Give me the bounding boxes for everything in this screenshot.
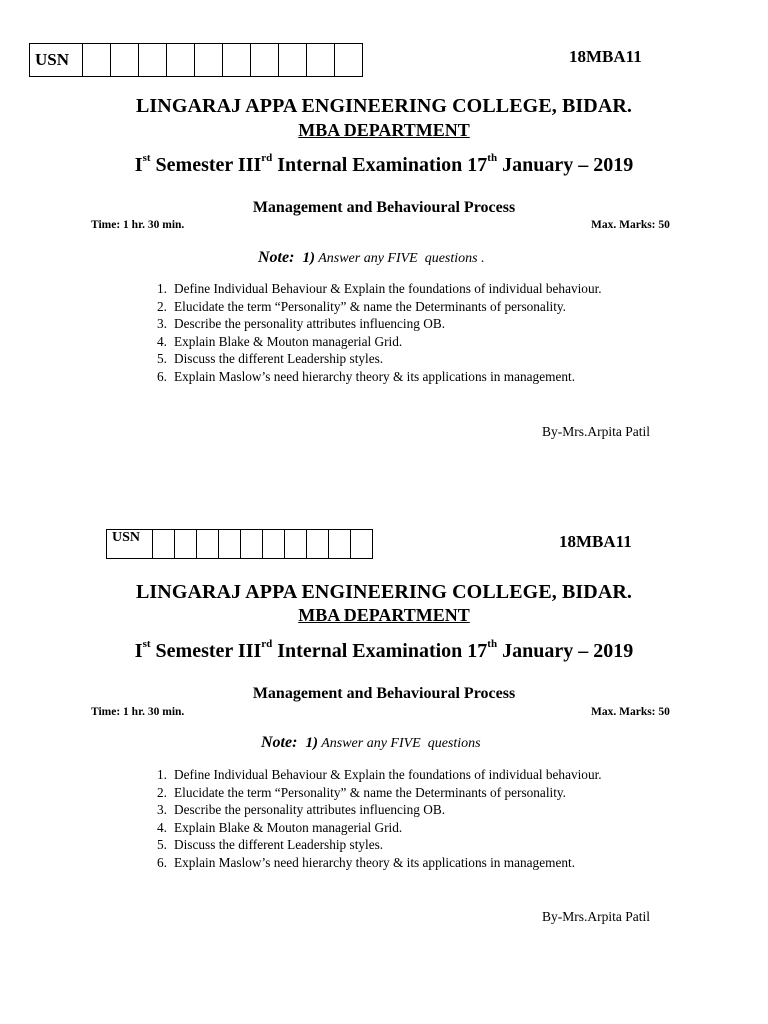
question-item: 4. Explain Blake & Mouton managerial Grid.	[157, 819, 403, 835]
question-list	[143, 280, 703, 386]
question-item: 6. Explain Maslow’s need hierarchy theory & its applications in management.	[157, 368, 576, 384]
usn-cell[interactable]	[167, 44, 195, 77]
college-name: LINGARAJ APPA ENGINEERING COLLEGE, BIDAR.	[135, 581, 633, 603]
usn-label: USN	[30, 44, 83, 77]
usn-cell[interactable]	[83, 44, 111, 77]
exam-duration: Time: 1 hr. 30 min.	[91, 219, 185, 231]
usn-cell[interactable]	[251, 44, 279, 77]
usn-cell[interactable]	[335, 44, 363, 77]
subject-title: Management and Behavioural Process	[252, 199, 516, 216]
course-code: 18MBA11	[569, 47, 642, 66]
usn-cell[interactable]	[307, 44, 335, 77]
question-item: 2. Elucidate the term “Personality” & name the Determinants of personality.	[157, 784, 567, 800]
course-code: 18MBA11	[559, 532, 632, 551]
usn-label: USN	[107, 530, 153, 559]
question-item: 1. Define Individual Behaviour & Explain the foundations of individual behaviour.	[157, 767, 602, 782]
usn-box	[106, 529, 373, 559]
exam-title: Ist Semester IIIrd Internal Examination 17th January – 2019	[134, 638, 634, 662]
department-name: MBA DEPARTMENT	[298, 120, 470, 140]
usn-cell[interactable]	[111, 44, 139, 77]
question-item: 3. Describe the personality attributes influencing OB.	[157, 316, 446, 332]
usn-cell[interactable]	[263, 530, 285, 559]
exam-title: Ist Semester IIIrd Internal Examination 17th January – 2019	[134, 152, 634, 176]
question-list	[143, 766, 703, 872]
max-marks: Max. Marks: 50	[591, 219, 670, 231]
college-name: LINGARAJ APPA ENGINEERING COLLEGE, BIDAR.	[135, 95, 633, 117]
usn-cell[interactable]	[197, 530, 219, 559]
usn-cell[interactable]	[307, 530, 329, 559]
question-item: 5. Discuss the different Leadership styles.	[157, 837, 384, 853]
usn-cell[interactable]	[195, 44, 223, 77]
paper-author: By-Mrs.Arpita Patil	[542, 909, 650, 924]
usn-cell[interactable]	[219, 530, 241, 559]
question-item: 3. Describe the personality attributes influencing OB.	[157, 802, 446, 818]
question-item: 6. Explain Maslow’s need hierarchy theory & its applications in management.	[157, 854, 576, 870]
usn-cell[interactable]	[223, 44, 251, 77]
department-name: MBA DEPARTMENT	[298, 605, 470, 625]
usn-cell[interactable]	[153, 530, 175, 559]
usn-cell[interactable]	[285, 530, 307, 559]
paper-author: By-Mrs.Arpita Patil	[542, 424, 650, 439]
question-item: 1. Define Individual Behaviour & Explain the foundations of individual behaviour.	[157, 281, 602, 296]
question-item: 4. Explain Blake & Mouton managerial Grid.	[157, 333, 403, 349]
usn-cell[interactable]	[351, 530, 373, 559]
usn-cell[interactable]	[139, 44, 167, 77]
question-item: 2. Elucidate the term “Personality” & name the Determinants of personality.	[157, 298, 567, 314]
question-item: 5. Discuss the different Leadership styles.	[157, 351, 384, 367]
subject-title: Management and Behavioural Process	[252, 685, 516, 702]
instructions-note: Note: 1) Answer any FIVE questions .	[258, 249, 485, 266]
usn-cell[interactable]	[241, 530, 263, 559]
usn-cell[interactable]	[175, 530, 197, 559]
usn-cell[interactable]	[329, 530, 351, 559]
exam-duration: Time: 1 hr. 30 min.	[91, 706, 185, 718]
max-marks: Max. Marks: 50	[591, 706, 670, 718]
usn-cell[interactable]	[279, 44, 307, 77]
usn-box	[29, 43, 363, 77]
instructions-note: Note: 1) Answer any FIVE questions	[261, 734, 481, 751]
